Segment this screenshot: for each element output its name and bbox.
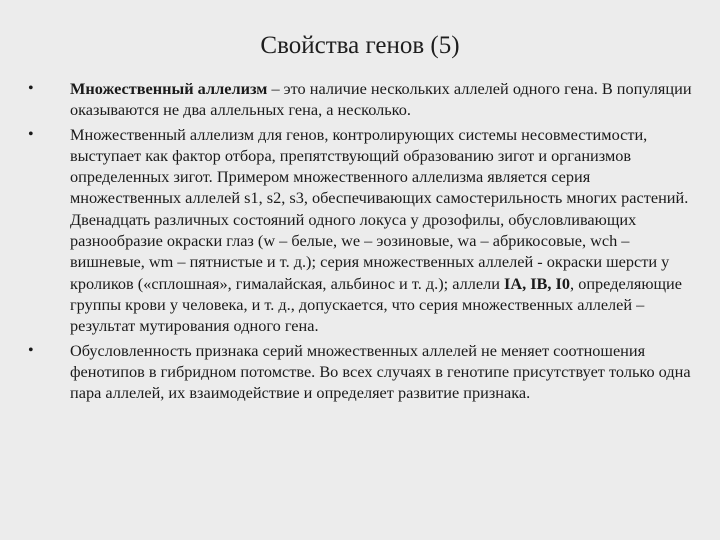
bullet-item-multiple-allelism-definition [28, 78, 693, 121]
bullet-item-examples [28, 124, 693, 337]
definition-text: – это наличие нескольких аллелей одного гена. В популяции оказываются не два аллельных гена, а несколько. [70, 79, 692, 120]
bullet-list [28, 78, 693, 406]
slide-title: Свойства генов (5) [260, 32, 460, 59]
examples-text-after: , определяющие группы крови у человека, и т. д., допускается, что серия множественных аллелей – результат мутирования одного гена. [70, 273, 682, 336]
examples-text-before: Множественный аллелизм для генов, контролирующих системы несовместимости, выступает как фактор отбора, препятствующий образованию зигот и организмов определенных зигот. Примером множественного аллелизма является серия множественных аллелей s1, s2, s3, обеспечивающих самостерильность многих растений. Двенадцать различных состояний одного локуса у дрозофилы, обусловливающих разнообразие окраски глаз (w – белые, we – эозиновые, wa – абрикосовые, wch – вишневые, wm – пятнистые и т. д.); серия множественных аллелей - окраски шерсти у кроликов («сплошная», гималайская, альбинос и т. д.); аллели [70, 124, 689, 293]
bullet-item-phenotype-ratio [28, 340, 693, 404]
blood-group-alleles: IA, IB, I0 [503, 273, 571, 293]
bullet-dot-icon: • [28, 341, 34, 359]
bullet-dot-icon: • [28, 125, 34, 143]
bullet-dot-icon: • [28, 80, 34, 97]
phenotype-ratio-text: Обусловленность признака серий множественных аллелей не меняет соотношения фенотипов в гибридном потомстве. Во всех случаях в генотипе присутствует только одна пара аллелей, их взаимодействие и определяет развитие признака. [70, 340, 691, 403]
term-multiple-allelism: Множественный аллелизм [70, 79, 268, 98]
